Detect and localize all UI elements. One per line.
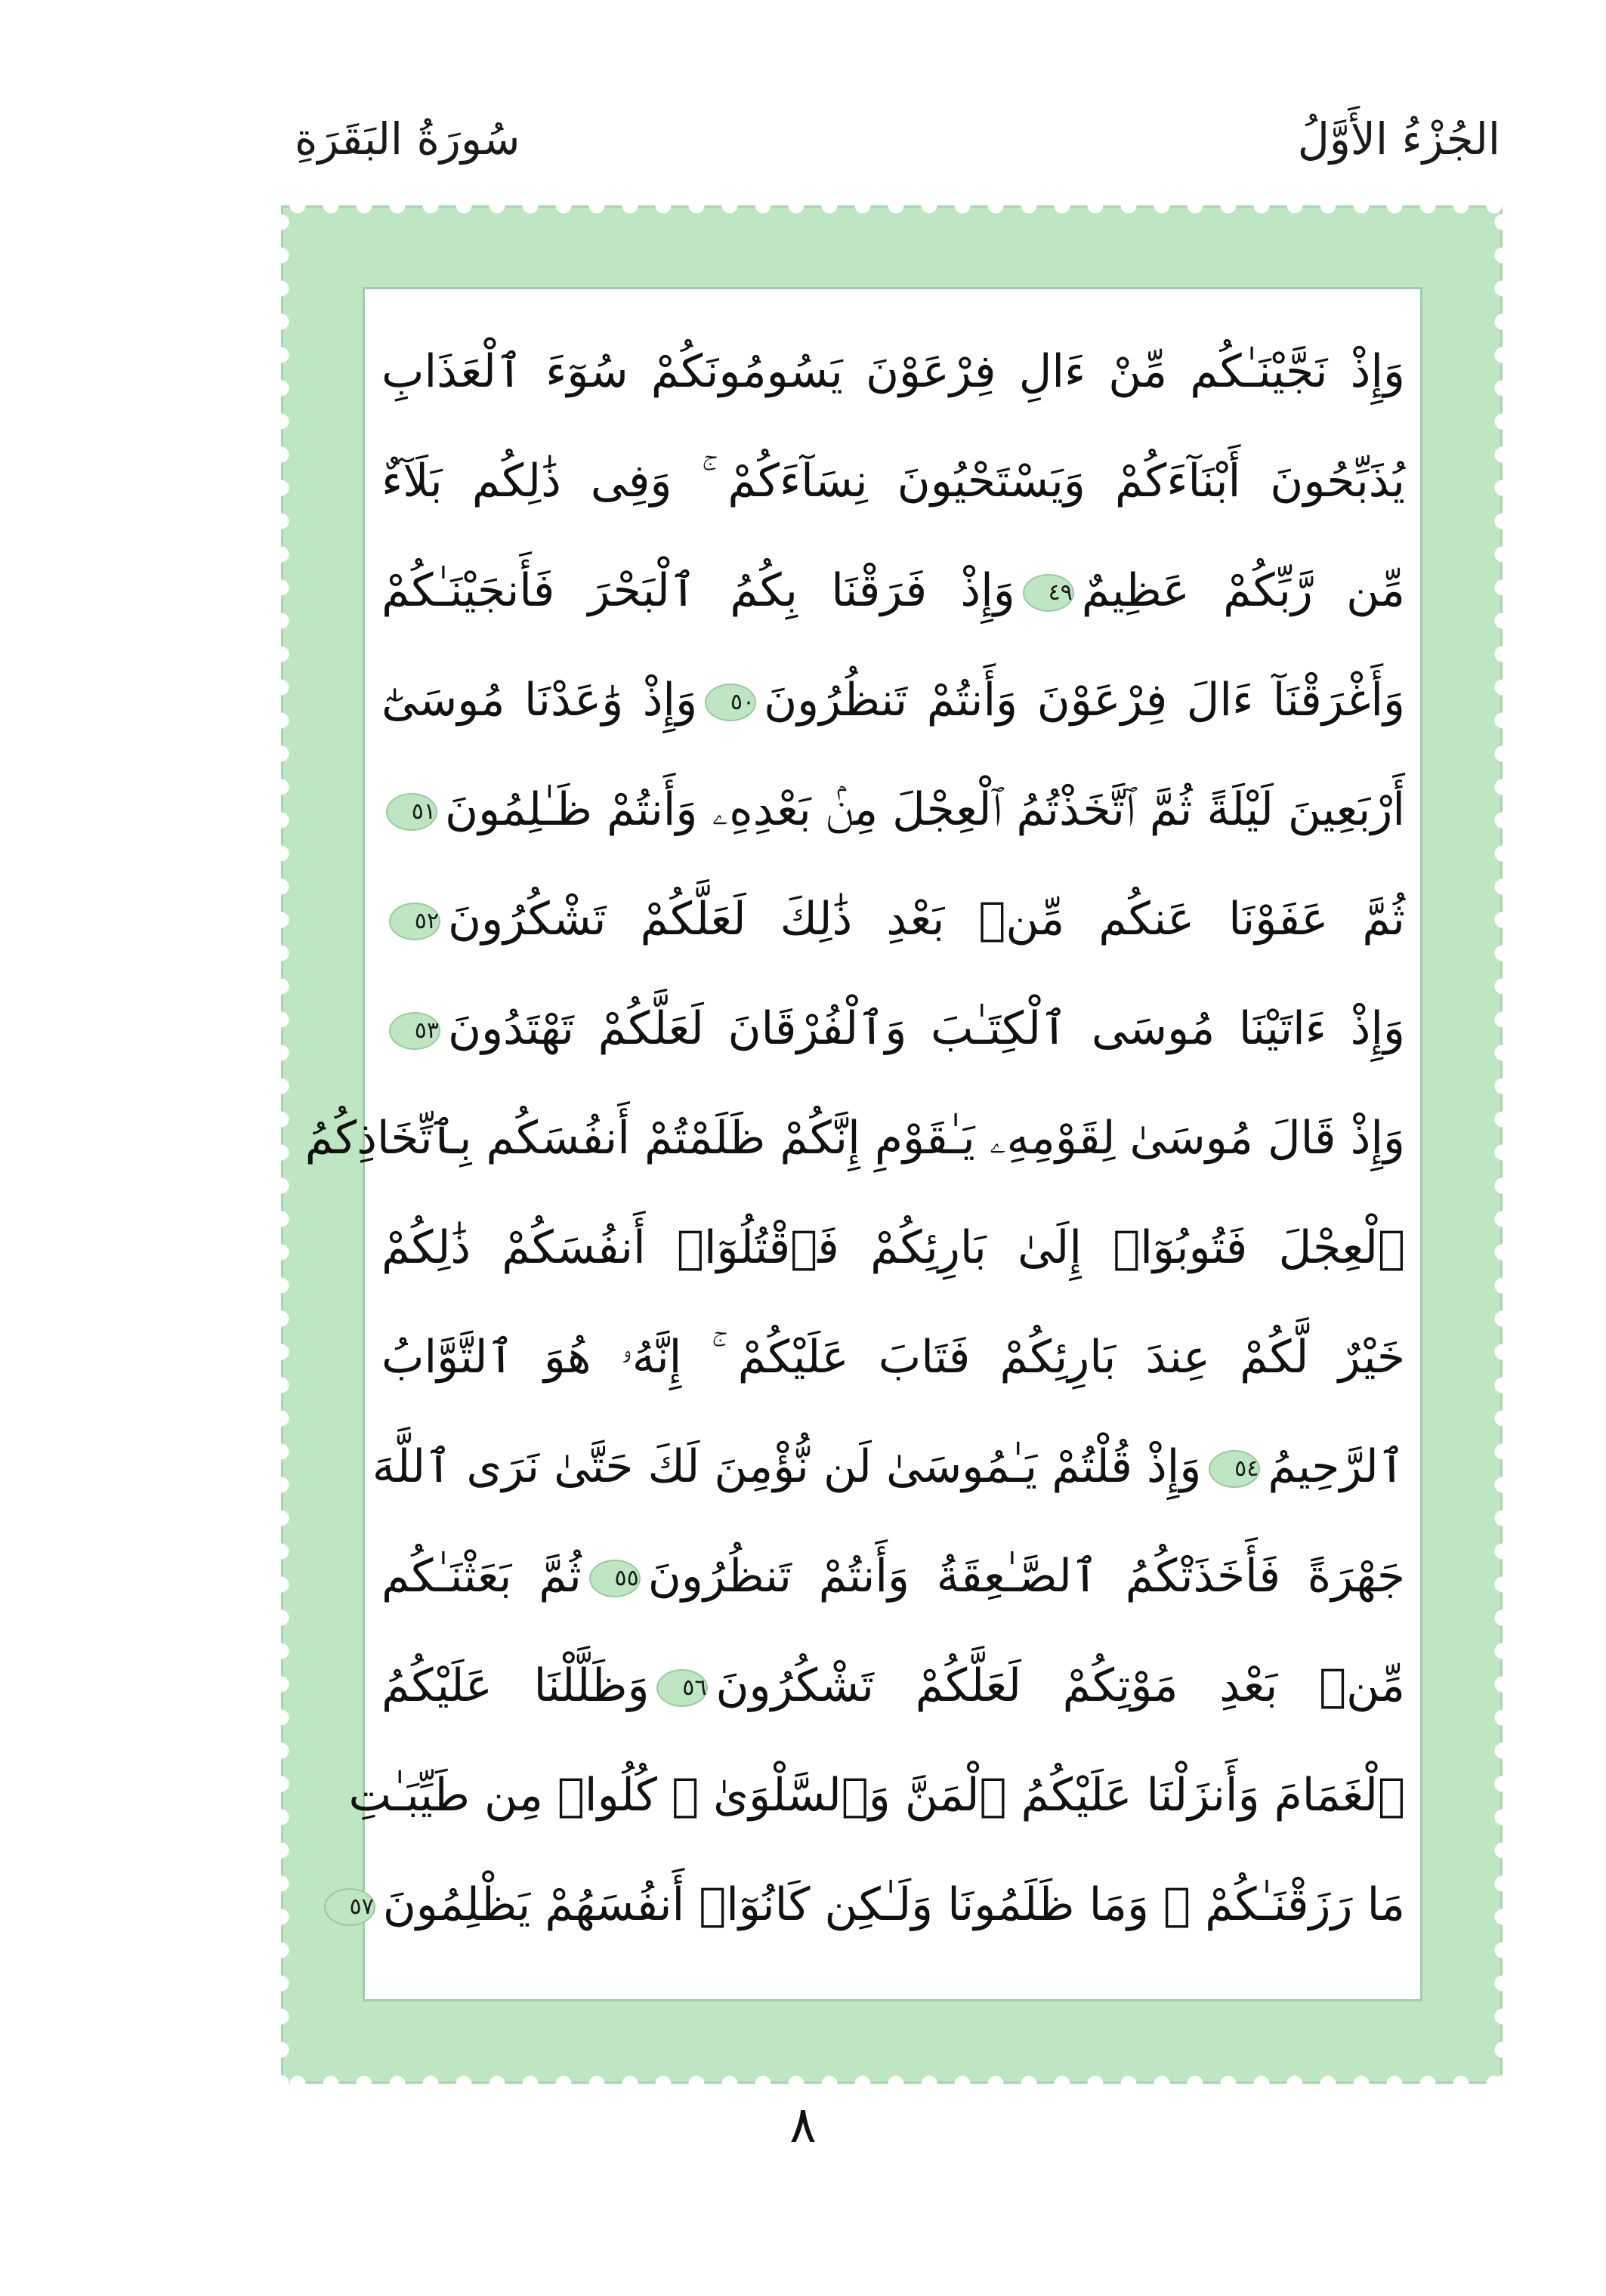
frame-scallop-left bbox=[271, 205, 291, 2084]
verse-text: وَإِذْ نَجَّيْنَـٰكُم مِّنْ ءَالِ فِرْعَوْنَ يَسُومُونَكُمْ سُوٓءَ ٱلْعَذَابِ bbox=[381, 345, 1405, 398]
verse-text: خَيْرٌ لَّكُمْ عِندَ بَارِئِكُمْ فَتَابَ عَلَيْكُمْ ۚ إِنَّهُۥ هُوَ ٱلتَّوَّابُ bbox=[381, 1331, 1405, 1384]
ayah-number-marker: ٤٩ bbox=[1023, 574, 1074, 612]
verse-text: ثُمَّ بَعَثْنَـٰكُم bbox=[381, 1550, 582, 1603]
verse-line bbox=[381, 646, 1405, 755]
ayah-number-marker: ٥٠ bbox=[705, 684, 756, 721]
verse-text: وَإِذْ فَرَقْنَا بِكُمُ ٱلْبَحْرَ فَأَنجَيْنَـٰكُمْ bbox=[381, 564, 1015, 617]
verse-lines bbox=[304, 317, 1406, 1960]
verse-line bbox=[381, 1631, 1405, 1741]
verse-line bbox=[381, 1522, 1405, 1631]
verse-line bbox=[381, 1193, 1405, 1303]
verse-text: ٱلْعِجْلَ فَتُوبُوٓا۟ إِلَىٰ بَارِئِكُمْ فَٱقْتُلُوٓا۟ أَنفُسَكُمْ ذَٰلِكُمْ bbox=[381, 1221, 1405, 1274]
verse-line bbox=[381, 317, 1405, 427]
juz-title: الجُزْءُ الأَوَّلُ bbox=[1297, 113, 1500, 165]
verse-text: ٱلرَّحِيمُ bbox=[1268, 1440, 1405, 1493]
ayah-number-marker: ٥١ bbox=[386, 793, 437, 831]
frame-scallop-right bbox=[1493, 205, 1512, 2084]
verse-line bbox=[381, 974, 1405, 1084]
verse-line bbox=[381, 755, 1405, 865]
verse-text: يُذَبِّحُونَ أَبْنَآءَكُمْ وَيَسْتَحْيُونَ نِسَآءَكُمْ ۚ وَفِى ذَٰلِكُم بَلَآءٌ bbox=[381, 455, 1405, 508]
verse-line bbox=[348, 1741, 1405, 1850]
page-number: ٨ bbox=[789, 2096, 817, 2154]
ayah-number-marker: ٥٥ bbox=[589, 1560, 641, 1597]
ayah-number-marker: ٥٣ bbox=[389, 1012, 440, 1050]
ayah-number-marker: ٥٢ bbox=[389, 903, 440, 940]
verse-text: ٱلْغَمَامَ وَأَنزَلْنَا عَلَيْكُمُ ٱلْمَنَّ وَٱلسَّلْوَىٰ ۖ كُلُوا۟ مِن طَيِّبَـٰتِ bbox=[348, 1769, 1405, 1822]
frame-scallop-bottom bbox=[281, 2074, 1503, 2094]
verse-line bbox=[381, 427, 1405, 536]
verse-line bbox=[381, 1303, 1405, 1412]
verse-text: وَإِذْ قُلْتُمْ يَـٰمُوسَىٰ لَن نُّؤْمِنَ لَكَ حَتَّىٰ نَرَى ٱللَّهَ bbox=[372, 1440, 1202, 1493]
verse-text: مِّن رَّبِّكُمْ عَظِيمٌ bbox=[1081, 564, 1405, 617]
frame-scallop-top bbox=[281, 196, 1503, 215]
verse-text: وَإِذْ ءَاتَيْنَا مُوسَى ٱلْكِتَـٰبَ وَٱلْفُرْقَانَ لَعَلَّكُمْ تَهْتَدُونَ bbox=[448, 1002, 1405, 1055]
verse-line bbox=[304, 1084, 1405, 1193]
ayah-number-marker: ٥٧ bbox=[324, 1888, 375, 1926]
verse-text: وَإِذْ وَٰعَدْنَا مُوسَىٰٓ bbox=[381, 674, 698, 727]
ayah-number-marker: ٥٤ bbox=[1209, 1450, 1260, 1488]
verse-line bbox=[381, 865, 1405, 974]
verse-text: وَأَغْرَقْنَآ ءَالَ فِرْعَوْنَ وَأَنتُمْ تَنظُرُونَ bbox=[764, 674, 1405, 727]
verse-text: أَرْبَعِينَ لَيْلَةً ثُمَّ ٱتَّخَذْتُمُ ٱلْعِجْلَ مِنۢ بَعْدِهِۦ وَأَنتُمْ ظَـٰلِمُونَ bbox=[445, 783, 1405, 836]
verse-text: مِّنۢ بَعْدِ مَوْتِكُمْ لَعَلَّكُمْ تَشْكُرُونَ bbox=[715, 1659, 1405, 1712]
verse-line bbox=[381, 536, 1405, 646]
verse-text: وَإِذْ قَالَ مُوسَىٰ لِقَوْمِهِۦ يَـٰقَوْمِ إِنَّكُمْ ظَلَمْتُمْ أَنفُسَكُم بِٱتِّخَاذِكُمُ bbox=[304, 1112, 1405, 1165]
verse-text: جَهْرَةً فَأَخَذَتْكُمُ ٱلصَّـٰعِقَةُ وَأَنتُمْ تَنظُرُونَ bbox=[647, 1550, 1406, 1603]
verse-text: ثُمَّ عَفَوْنَا عَنكُم مِّنۢ بَعْدِ ذَٰلِكَ لَعَلَّكُمْ تَشْكُرُونَ bbox=[448, 893, 1405, 946]
verse-text: وَظَلَّلْنَا عَلَيْكُمُ bbox=[381, 1659, 650, 1712]
surah-title: سُورَةُ البَقَرَةِ bbox=[295, 113, 520, 165]
verse-line bbox=[372, 1412, 1405, 1522]
ayah-number-marker: ٥٦ bbox=[656, 1669, 708, 1707]
verse-text: مَا رَزَقْنَـٰكُمْ ۚ وَمَا ظَلَمُونَا وَلَـٰكِن كَانُوٓا۟ أَنفُسَهُمْ يَظْلِمُونَ bbox=[382, 1878, 1405, 1931]
verse-line bbox=[349, 1850, 1405, 1960]
